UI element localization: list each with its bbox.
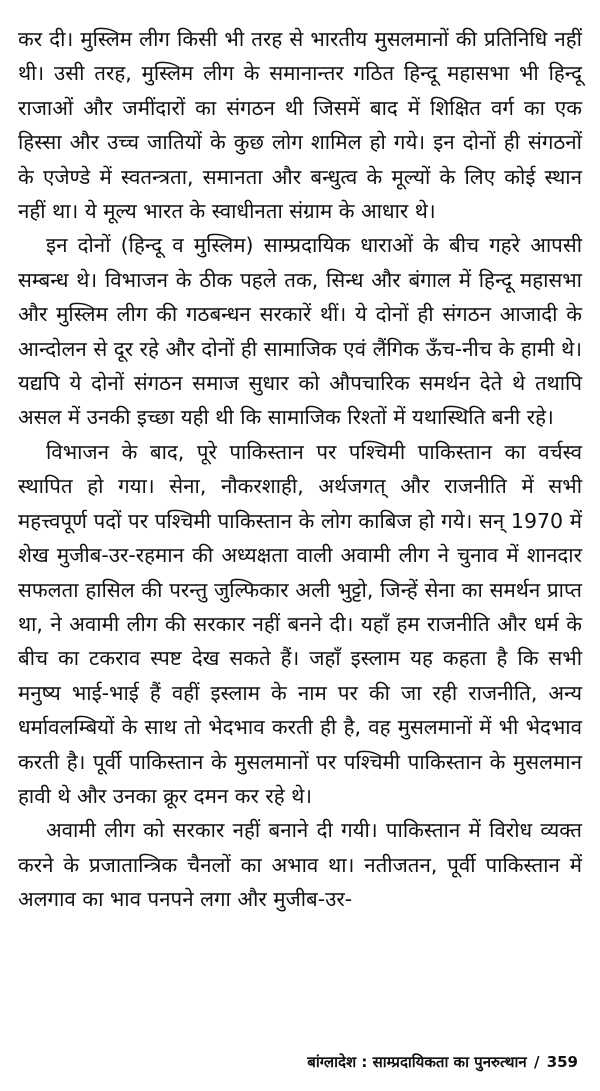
- paragraph-4: अवामी लीग को सरकार नहीं बनाने दी गयी। पाकिस्तान में विरोध व्यक्त करने के प्रजातान्त्रिक चैनलों का अभाव था। नतीजतन, पूर्वी पाकिस्तान में अलगाव का भाव पनपने लगा और मुजीब-उर-: [18, 818, 582, 912]
- paragraph-2: इन दोनों (हिन्दू व मुस्लिम) साम्प्रदायिक धाराओं के बीच गहरे आपसी सम्बन्ध थे। विभाजन के ठीक पहले तक, सिन्ध और बंगाल में हिन्दू महासभा और मुस्लिम लीग की गठबन्धन सरकारें थीं। ये दोनों ही संगठन आजादी के आन्दोलन से दूर रहे और दोनों ही सामाजिक एवं लैंगिक ऊँच-नीच के हामी थे। यद्यपि ये दोनों संगठन समाज सुधार को औपचारिक समर्थन देते थे तथापि असल में उनकी इच्छा यही थी कि सामाजिक रिश्तों में यथास्थिति बनी रहे।: [18, 233, 582, 430]
- footer-separator: /: [533, 1053, 540, 1071]
- paragraph-3: विभाजन के बाद, पूरे पाकिस्तान पर पश्चिमी पाकिस्तान का वर्चस्व स्थापित हो गया। सेना, नौकरशाही, अर्थजगत् और राजनीति में सभी महत्त्वपूर्ण पदों पर पश्चिमी पाकिस्तान के लोग काबिज हो गये। सन् 1970 में शेख मुजीब-उर-रहमान की अध्यक्षता वाली अवामी लीग ने चुनाव में शानदार सफलता हासिल की परन्तु जुल्फिकार अली भुट्टो, जिन्हें सेना का समर्थन प्राप्त था, ने अवामी लीग की सरकार नहीं बनने दी। यहाँ हम राजनीति और धर्म के बीच का टकराव स्पष्ट देख सकते हैं। जहाँ इस्लाम यह कहता है कि सभी मनुष्य भाई-भाई हैं वहीं इस्लाम के नाम पर की जा रही राजनीति, अन्य धर्मावलम्बियों के साथ तो भेदभाव करती ही है, वह मुसलमानों में भी भेदभाव करती है। पूर्वी पाकिस्तान के मुसलमानों पर पश्चिमी पाकिस्तान के मुसलमान हावी थे और उनका क्रूर दमन कर रहे थे।: [18, 439, 582, 808]
- running-footer: [307, 1052, 578, 1072]
- page-number: 359: [546, 1053, 578, 1071]
- page-body: [18, 22, 582, 917]
- paragraph-1: कर दी। मुस्लिम लीग किसी भी तरह से भारतीय मुसलमानों की प्रतिनिधि नहीं थी। उसी तरह, मुस्लिम लीग के समानान्तर गठित हिन्दू महासभा भी हिन्दू राजाओं और जमींदारों का संगठन थी जिसमें बाद में शिक्षित वर्ग का एक हिस्सा और उच्च जातियों के कुछ लोग शामिल हो गये। इन दोनों ही संगठनों के एजेण्डे में स्वतन्त्रता, समानता और बन्धुत्व के मूल्यों के लिए कोई स्थान नहीं था। ये मूल्य भारत के स्वाधीनता संग्राम के आधार थे।: [18, 27, 582, 224]
- footer-chapter-title: बांग्लादेश : साम्प्रदायिकता का पुनरुत्थान: [307, 1053, 527, 1071]
